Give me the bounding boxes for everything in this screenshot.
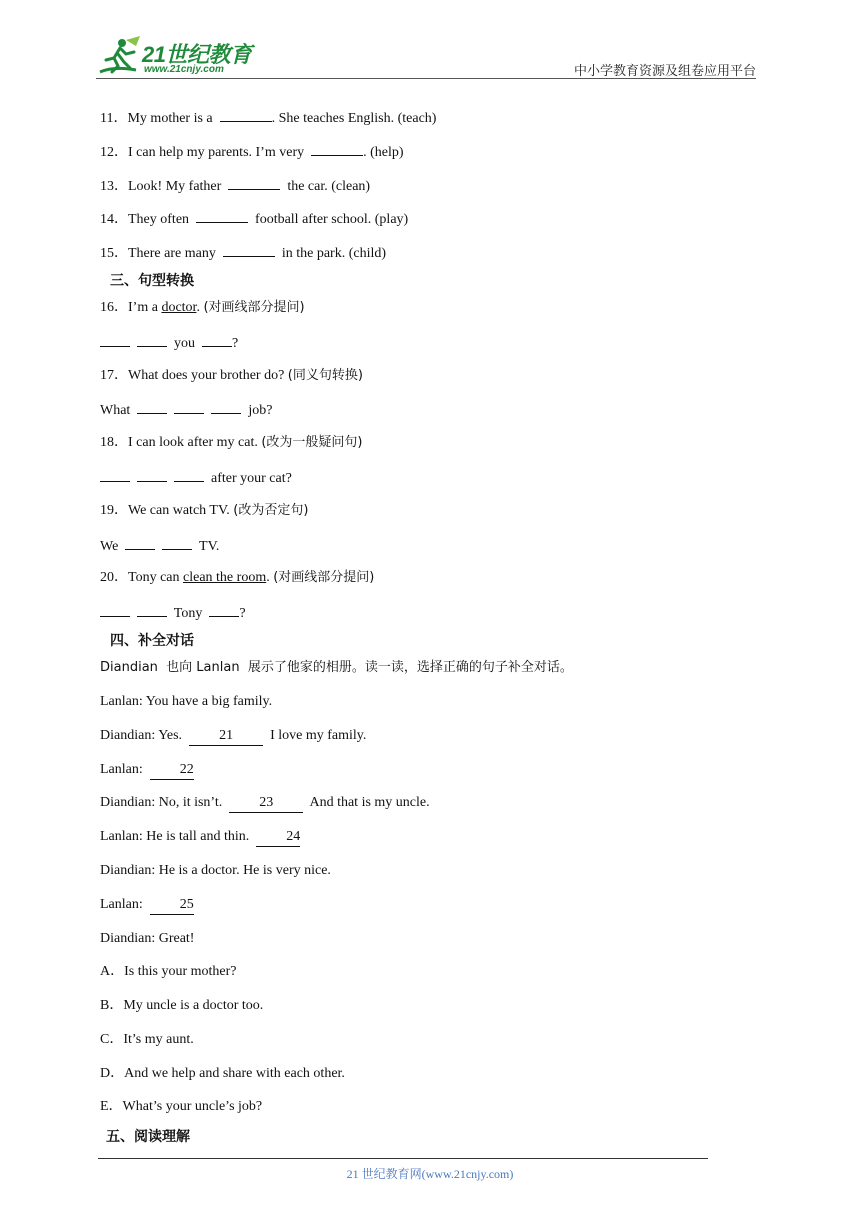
- dialog-line: Lanlan: 22: [100, 761, 194, 780]
- question-16: 16．I’m a doctor. (对画线部分提问): [100, 300, 305, 315]
- answer-blank-24[interactable]: 24: [256, 828, 300, 847]
- dialog-line: Diandian: No, it isn’t. 23 And that is my uncle.: [100, 794, 430, 813]
- runner-icon: [96, 36, 144, 78]
- section-heading-3: 三、句型转换: [110, 273, 194, 289]
- question-15: 15．There are many in the park. (child): [100, 243, 386, 263]
- answer-blank[interactable]: [162, 536, 192, 550]
- answer-blank[interactable]: [211, 400, 241, 414]
- answer-blank[interactable]: [125, 536, 155, 550]
- question-12: 12．I can help my parents. I’m very . (help): [100, 142, 404, 162]
- answer-line-20: Tony ?: [100, 603, 246, 623]
- section-heading-4: 四、补全对话: [110, 633, 194, 649]
- answer-blank[interactable]: [100, 333, 130, 347]
- option-d: D．And we help and share with each other.: [100, 1066, 345, 1081]
- answer-blank[interactable]: [137, 468, 167, 482]
- answer-blank-25[interactable]: 25: [150, 896, 194, 915]
- section-heading-5: 五、阅读理解: [106, 1129, 190, 1145]
- header-divider: [96, 78, 756, 79]
- answer-blank[interactable]: [100, 468, 130, 482]
- question-11: 11．My mother is a . She teaches English. (teach): [100, 108, 436, 128]
- question-13: 13．Look! My father the car. (clean): [100, 176, 370, 196]
- dialog-instructions: Diandian 也向 Lanlan 展示了他家的相册。读一读，选择正确的句子补全对话。: [100, 660, 573, 675]
- answer-blank[interactable]: [202, 333, 232, 347]
- question-17: 17．What does your brother do? (同义句转换): [100, 368, 363, 383]
- logo-text: 21世纪教育: [142, 42, 252, 67]
- answer-blank[interactable]: [174, 400, 204, 414]
- answer-line-18: after your cat?: [100, 468, 292, 488]
- answer-blank[interactable]: [100, 603, 130, 617]
- dialog-line: Lanlan: 25: [100, 896, 194, 915]
- footer-link[interactable]: 21 世纪教育网(www.21cnjy.com): [346, 1167, 514, 1181]
- question-14: 14．They often football after school. (play): [100, 209, 408, 229]
- logo-url: www.21cnjy.com: [144, 64, 224, 75]
- answer-blank[interactable]: [137, 603, 167, 617]
- dialog-line: Lanlan: He is tall and thin. 24: [100, 828, 300, 847]
- answer-line-17: What job?: [100, 400, 272, 420]
- option-a: A．Is this your mother?: [100, 964, 237, 979]
- footer-divider: [98, 1158, 708, 1159]
- answer-blank-21[interactable]: 21: [189, 727, 263, 746]
- question-19: 19．We can watch TV. (改为否定句): [100, 503, 309, 518]
- answer-blank[interactable]: [223, 243, 275, 257]
- option-c: C．It’s my aunt.: [100, 1032, 194, 1047]
- answer-blank[interactable]: [220, 108, 272, 122]
- answer-line-16: you ?: [100, 333, 238, 353]
- answer-blank[interactable]: [174, 468, 204, 482]
- question-20: 20．Tony can clean the room. (对画线部分提问): [100, 570, 375, 585]
- page-header: [96, 36, 756, 80]
- dialog-line: Lanlan: You have a big family.: [100, 694, 273, 709]
- answer-blank[interactable]: [209, 603, 239, 617]
- answer-blank[interactable]: [228, 176, 280, 190]
- answer-blank[interactable]: [137, 400, 167, 414]
- answer-blank[interactable]: [196, 209, 248, 223]
- answer-blank-22[interactable]: 22: [150, 761, 194, 780]
- question-18: 18．I can look after my cat. (改为一般疑问句): [100, 435, 363, 450]
- dialog-line: Diandian: He is a doctor. He is very nice.: [100, 863, 331, 878]
- option-b: B．My uncle is a doctor too.: [100, 998, 264, 1013]
- site-logo: [96, 36, 266, 78]
- answer-blank[interactable]: [311, 142, 363, 156]
- platform-title: 中小学教育资源及组卷应用平台: [573, 64, 756, 79]
- answer-blank-23[interactable]: 23: [229, 794, 303, 813]
- answer-line-19: We TV.: [100, 536, 219, 556]
- answer-blank[interactable]: [137, 333, 167, 347]
- option-e: E．What’s your uncle’s job?: [100, 1099, 263, 1114]
- dialog-line: Diandian: Yes. 21 I love my family.: [100, 727, 366, 746]
- dialog-line: Diandian: Great!: [100, 931, 195, 946]
